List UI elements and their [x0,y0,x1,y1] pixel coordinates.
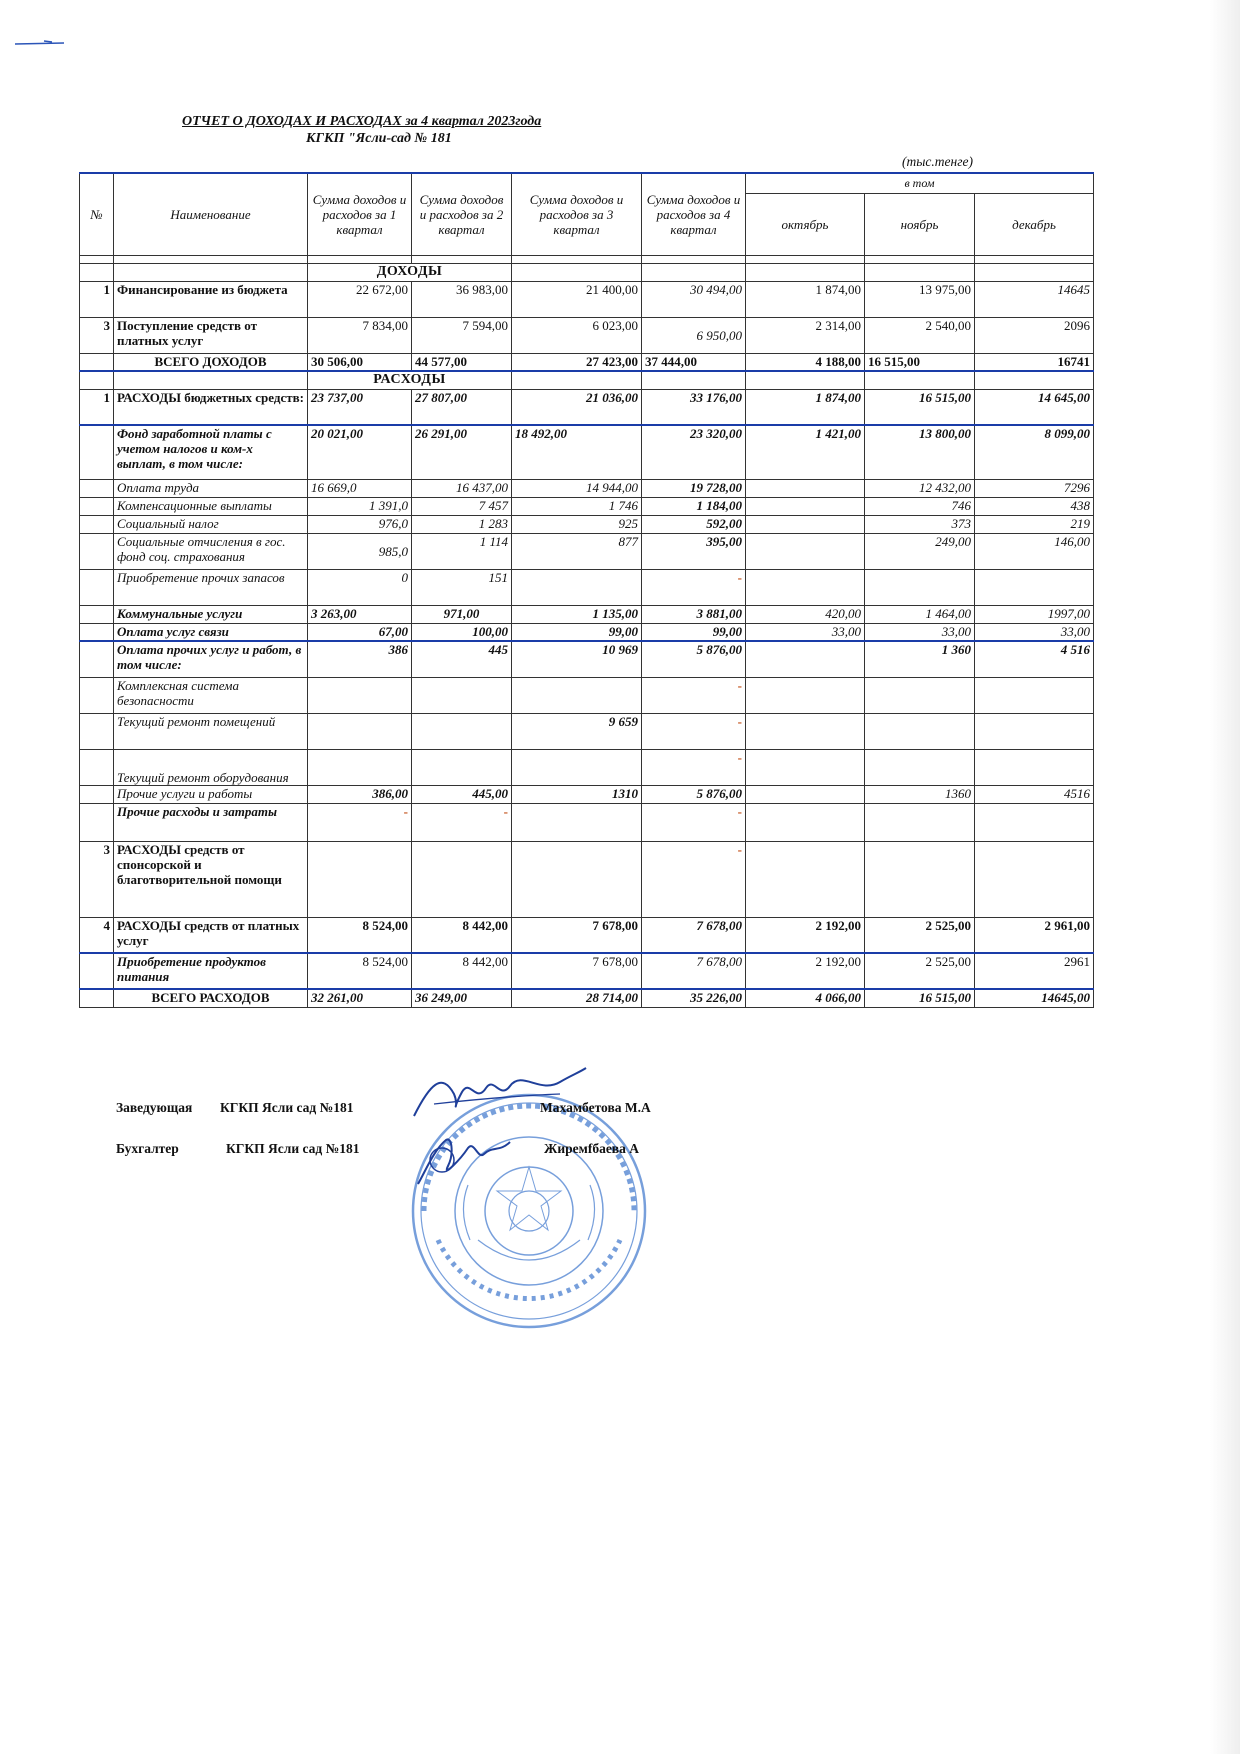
cell-nov [865,677,975,713]
cell-q4: 7 678,00 [642,953,746,989]
accountant-name: Жиремfбаева А [544,1141,639,1156]
cell-q2: 26 291,00 [412,425,512,479]
cell-q3: 877 [512,533,642,569]
table-row [80,641,1094,677]
cell-q2: 445,00 [412,785,512,803]
table-row [80,425,1094,479]
cell-q3: 14 944,00 [512,479,642,497]
cell-dec [975,749,1094,785]
header-oct: октябрь [746,193,865,255]
cell-dec: 8 099,00 [975,425,1094,479]
cell-dec: 2 961,00 [975,917,1094,953]
cell-q1: 67,00 [308,623,412,641]
cell-q3: 9 659 [512,713,642,749]
header-no: № [80,173,114,255]
cell-q4: 23 320,00 [642,425,746,479]
cell-q3: 99,00 [512,623,642,641]
cell-oct: 4 066,00 [746,989,865,1007]
table-row [80,389,1094,425]
corner-pen-mark [14,40,68,46]
scan-edge-shadow [1210,0,1240,1754]
cell-q4: 395,00 [642,533,746,569]
cell-oct [746,749,865,785]
row-name: Прочие услуги и работы [114,785,308,803]
row-name: Финансирование из бюджета [114,281,308,317]
row-name: РАСХОДЫ средств от спонсорской и благотворительной помощи [114,841,308,917]
row-no: 1 [80,389,114,425]
cell-oct [746,641,865,677]
cell-q3 [512,749,642,785]
cell-q3 [512,803,642,841]
table-row [80,479,1094,497]
row-name: Коммунальные услуги [114,605,308,623]
row-name: Текущий ремонт оборудования [114,749,308,785]
row-no: 3 [80,317,114,353]
cell-q4: 19 728,00 [642,479,746,497]
table-row [80,281,1094,317]
cell-q1: 30 506,00 [308,353,412,371]
cell-q3: 1 135,00 [512,605,642,623]
section-income-label: ДОХОДЫ [308,263,512,281]
cell-q1: 8 524,00 [308,917,412,953]
cell-q1: 16 669,0 [308,479,412,497]
row-name: Оплата труда [114,479,308,497]
header-name: Наименование [114,173,308,255]
header-q2: Сумма доходов и расходов за 2 квартал [412,173,512,255]
table-row [80,623,1094,641]
cell-nov: 249,00 [865,533,975,569]
report-title-line1: ОТЧЕТ О ДОХОДАХ И РАСХОДАХ за 4 квартал 2023года [182,114,542,129]
accountant-org: КГКП Ясли сад №181 [226,1141,360,1156]
cell-q3: 925 [512,515,642,533]
cell-nov: 13 975,00 [865,281,975,317]
cell-oct [746,677,865,713]
cell-q2: 100,00 [412,623,512,641]
cell-dec: 438 [975,497,1094,515]
cell-q3: 27 423,00 [512,353,642,371]
table-row [80,953,1094,989]
cell-dec: 2096 [975,317,1094,353]
cell-oct: 1 874,00 [746,281,865,317]
cell-dec [975,713,1094,749]
cell-q1: 976,0 [308,515,412,533]
cell-q3 [512,841,642,917]
table-row [80,605,1094,623]
row-name: Оплата прочих услуг и работ, в том числе: [114,641,308,677]
cell-oct [746,497,865,515]
cell-q4: 7 678,00 [642,917,746,953]
cell-nov: 33,00 [865,623,975,641]
cell-q1: 3 263,00 [308,605,412,623]
cell-q2: 16 437,00 [412,479,512,497]
table-row [80,803,1094,841]
cell-q1 [308,677,412,713]
cell-q2: 44 577,00 [412,353,512,371]
cell-dec: 219 [975,515,1094,533]
cell-q4: 37 444,00 [642,353,746,371]
cell-q2 [412,841,512,917]
cell-nov: 746 [865,497,975,515]
cell-oct: 1 874,00 [746,389,865,425]
cell-q3: 10 969 [512,641,642,677]
cell-q2: 971,00 [412,605,512,623]
cell-q4: 35 226,00 [642,989,746,1007]
cell-q3 [512,677,642,713]
table-row [80,677,1094,713]
cell-q3: 7 678,00 [512,917,642,953]
head-role: Заведующая [116,1100,193,1115]
cell-dec [975,841,1094,917]
cell-dec: 14 645,00 [975,389,1094,425]
expense-total-row [80,989,1094,1007]
cell-dec: 33,00 [975,623,1094,641]
cell-oct: 2 192,00 [746,953,865,989]
cell-q4: - [642,803,746,841]
cell-q2: 1 114 [412,533,512,569]
cell-q3: 21 400,00 [512,281,642,317]
cell-q2 [412,749,512,785]
row-name: РАСХОДЫ бюджетных средств: [114,389,308,425]
cell-nov: 2 540,00 [865,317,975,353]
row-no: 3 [80,841,114,917]
cell-dec: 2961 [975,953,1094,989]
cell-q1: 23 737,00 [308,389,412,425]
row-name: Поступление средств от платных услуг [114,317,308,353]
cell-q4: - [642,841,746,917]
cell-nov [865,569,975,605]
cell-q4: 3 881,00 [642,605,746,623]
cell-q4: 6 950,00 [642,317,746,353]
cell-q1: 985,0 [308,533,412,569]
cell-oct: 33,00 [746,623,865,641]
cell-nov: 373 [865,515,975,533]
cell-q4: 1 184,00 [642,497,746,515]
cell-q2: 1 283 [412,515,512,533]
cell-q1: 386 [308,641,412,677]
cell-oct: 1 421,00 [746,425,865,479]
cell-q2: 445 [412,641,512,677]
cell-q1 [308,713,412,749]
accountant-role: Бухгалтер [116,1141,179,1156]
header-q4: Сумма доходов и расходов за 4 квартал [642,173,746,255]
cell-nov: 2 525,00 [865,917,975,953]
cell-nov: 12 432,00 [865,479,975,497]
cell-q3: 21 036,00 [512,389,642,425]
header-q1: Сумма доходов и расходов за 1 квартал [308,173,412,255]
row-name: Комплексная система безопасности [114,677,308,713]
cell-dec: 16741 [975,353,1094,371]
accountant-signature [412,1130,532,1190]
official-stamp-seal [408,1090,650,1332]
cell-q4: 99,00 [642,623,746,641]
cell-dec: 1997,00 [975,605,1094,623]
cell-dec: 14645 [975,281,1094,317]
cell-q2: 36 249,00 [412,989,512,1007]
cell-oct [746,785,865,803]
cell-q1: 8 524,00 [308,953,412,989]
income-total-row [80,353,1094,371]
cell-oct [746,569,865,605]
cell-nov [865,749,975,785]
cell-dec: 146,00 [975,533,1094,569]
cell-q3 [512,569,642,605]
cell-nov: 2 525,00 [865,953,975,989]
row-name: Приобретение продуктов питания [114,953,308,989]
row-name: ВСЕГО ДОХОДОВ [114,353,308,371]
cell-q2: 27 807,00 [412,389,512,425]
cell-oct: 4 188,00 [746,353,865,371]
header-dec: декабрь [975,193,1094,255]
row-name: ВСЕГО РАСХОДОВ [114,989,308,1007]
cell-oct: 2 314,00 [746,317,865,353]
cell-q2: 7 594,00 [412,317,512,353]
cell-q2: - [412,803,512,841]
cell-q2: 8 442,00 [412,953,512,989]
cell-oct [746,515,865,533]
cell-q3: 1310 [512,785,642,803]
cell-dec [975,677,1094,713]
cell-q2: 7 457 [412,497,512,515]
section-income-row [80,263,1094,281]
row-name: Прочие расходы и затраты [114,803,308,841]
cell-q3: 6 023,00 [512,317,642,353]
cell-nov [865,713,975,749]
cell-q4: - [642,677,746,713]
cell-q1: 20 021,00 [308,425,412,479]
report-title [182,113,782,147]
cell-q2: 8 442,00 [412,917,512,953]
unit-label: (тыс.тенге) [902,154,973,169]
section-expense-label: РАСХОДЫ [308,371,512,389]
report-title-line2: КГКП "Ясли-сад № 181 [306,131,452,146]
cell-nov: 16 515,00 [865,389,975,425]
table-row [80,841,1094,917]
table-row [80,317,1094,353]
cell-dec [975,803,1094,841]
cell-q4: 592,00 [642,515,746,533]
cell-dec: 4516 [975,785,1094,803]
cell-oct: 2 192,00 [746,917,865,953]
cell-q1 [308,841,412,917]
table-row [80,497,1094,515]
cell-q3: 7 678,00 [512,953,642,989]
table-row [80,713,1094,749]
cell-q1 [308,749,412,785]
row-name: Текущий ремонт помещений [114,713,308,749]
header-nov: ноябрь [865,193,975,255]
cell-q3: 1 746 [512,497,642,515]
row-name: Социальные отчисления в гос. фонд соц. страхования [114,533,308,569]
cell-q4: 5 876,00 [642,785,746,803]
row-name: РАСХОДЫ средств от платных услуг [114,917,308,953]
table-row [80,917,1094,953]
cell-nov [865,803,975,841]
table-row [80,785,1094,803]
cell-oct [746,803,865,841]
cell-q1: 1 391,0 [308,497,412,515]
cell-q1: 7 834,00 [308,317,412,353]
table-row [80,533,1094,569]
row-name: Компенсационные выплаты [114,497,308,515]
cell-q2: 36 983,00 [412,281,512,317]
table-row [80,749,1094,785]
table-row [80,515,1094,533]
cell-nov: 1360 [865,785,975,803]
row-name: Приобретение прочих запасов [114,569,308,605]
cell-nov: 1 360 [865,641,975,677]
cell-nov: 13 800,00 [865,425,975,479]
cell-q1: 32 261,00 [308,989,412,1007]
cell-q1: 386,00 [308,785,412,803]
row-name: Фонд заработной платы с учетом налогов и ком-х выплат, в том числе: [114,425,308,479]
cell-oct: 420,00 [746,605,865,623]
cell-dec: 4 516 [975,641,1094,677]
cell-q4: 30 494,00 [642,281,746,317]
cell-q4: - [642,713,746,749]
cell-q3: 28 714,00 [512,989,642,1007]
row-name: Оплата услуг связи [114,623,308,641]
cell-nov: 1 464,00 [865,605,975,623]
section-expense-row [80,371,1094,389]
cell-dec: 7296 [975,479,1094,497]
cell-dec [975,569,1094,605]
header-group: в том [746,173,1094,193]
cell-q2: 151 [412,569,512,605]
head-org: КГКП Ясли сад №181 [220,1100,354,1115]
cell-oct [746,479,865,497]
cell-oct [746,713,865,749]
cell-q1: 22 672,00 [308,281,412,317]
cell-q1: 0 [308,569,412,605]
row-no: 4 [80,917,114,953]
cell-dec: 14645,00 [975,989,1094,1007]
cell-nov: 16 515,00 [865,989,975,1007]
row-no: 1 [80,281,114,317]
cell-q4: 33 176,00 [642,389,746,425]
report-table [79,172,1094,1008]
cell-q2 [412,713,512,749]
cell-q3: 18 492,00 [512,425,642,479]
table-row [80,569,1094,605]
row-name: Социальный налог [114,515,308,533]
cell-q4: - [642,569,746,605]
cell-q2 [412,677,512,713]
cell-nov: 16 515,00 [865,353,975,371]
header-q3: Сумма доходов и расходов за 3 квартал [512,173,642,255]
cell-oct [746,841,865,917]
head-name: Махамбетова М.А [540,1100,651,1115]
cell-nov [865,841,975,917]
cell-q4: 5 876,00 [642,641,746,677]
cell-q4: - [642,749,746,785]
cell-q1: - [308,803,412,841]
cell-oct [746,533,865,569]
